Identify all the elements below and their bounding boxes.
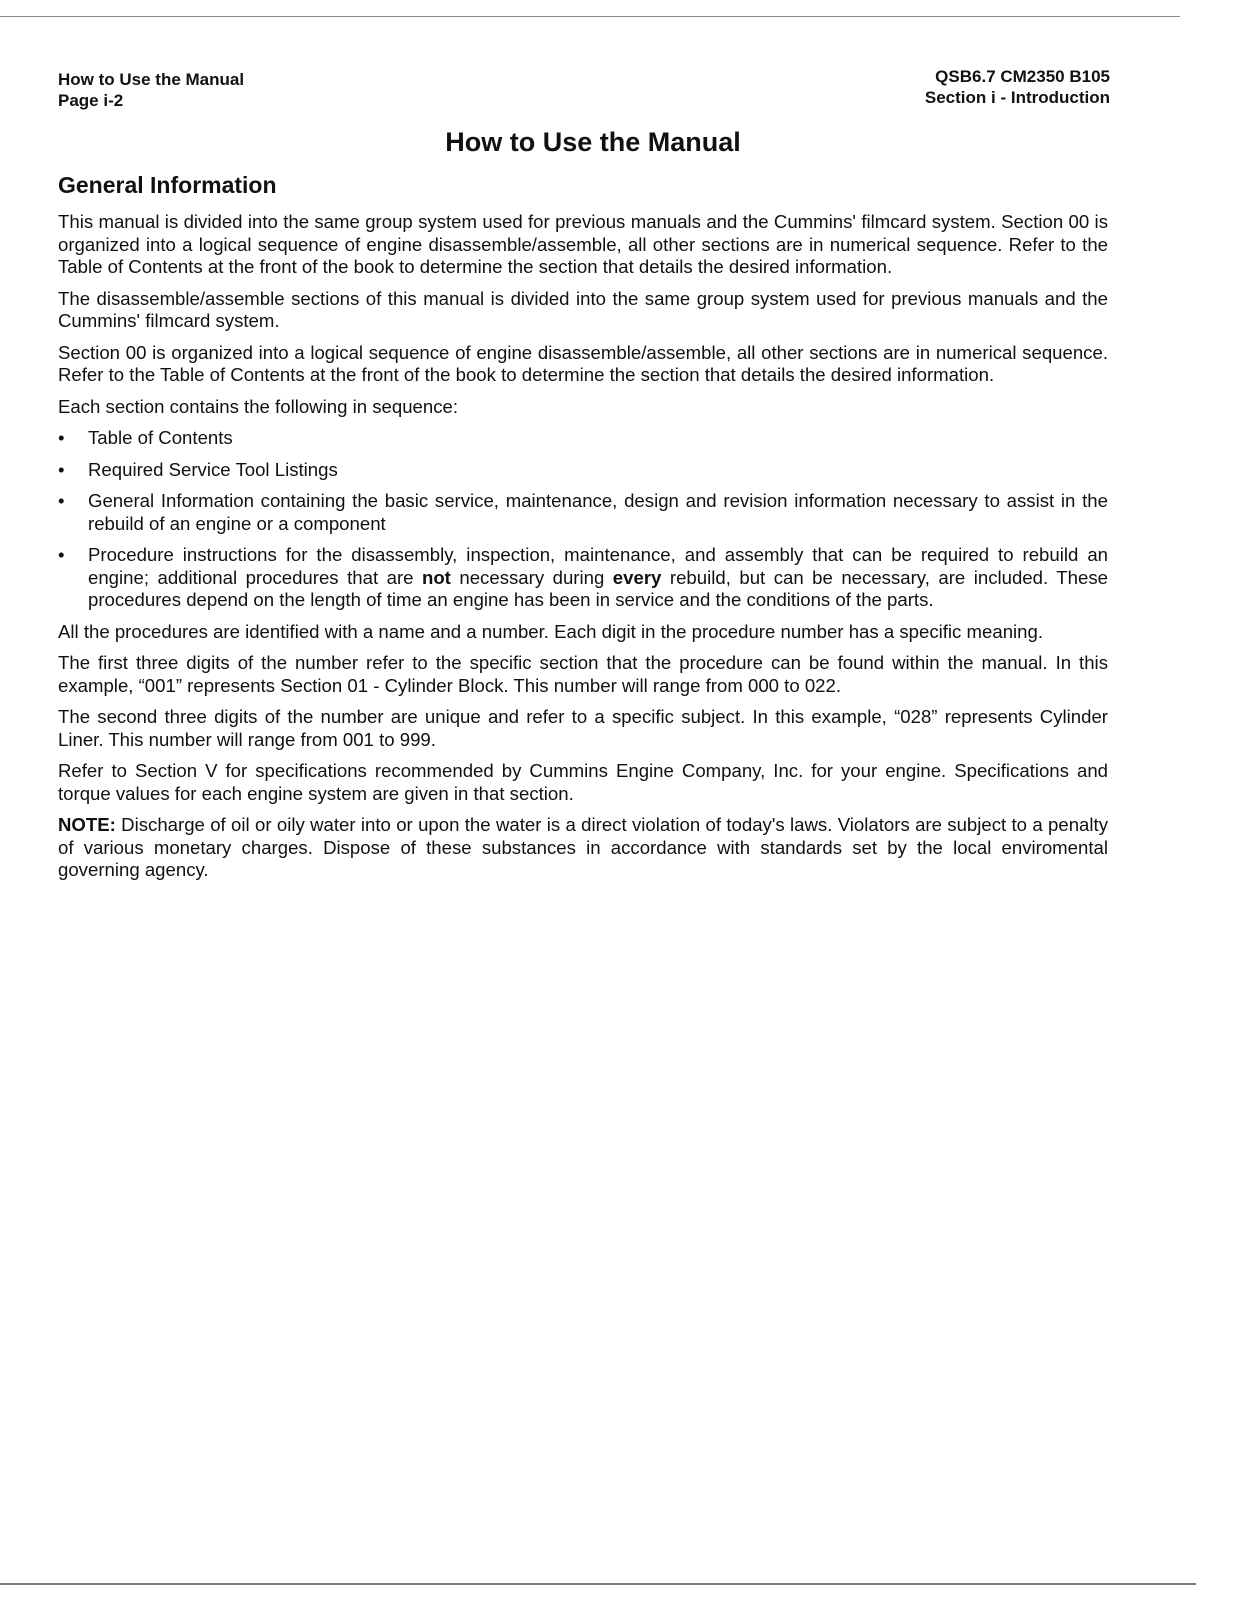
header-engine-model: QSB6.7 CM2350 B105: [935, 67, 1110, 86]
header-manual-title: How to Use the Manual: [58, 70, 245, 89]
bullet-icon: •: [58, 490, 65, 511]
text-run: Each section contains the following in sequence:: [58, 395, 459, 417]
list-item: [58, 490, 1108, 535]
list-item: [58, 544, 1108, 612]
bullet-icon: •: [58, 544, 65, 565]
text-run: The disassemble/assemble sections of this manual is divided into the same group system used for previous manuals and the Cummins' filmcard system.: [58, 287, 1108, 331]
body-paragraph: [58, 814, 1108, 882]
body-paragraph: [58, 760, 1108, 805]
body-paragraph: [58, 342, 1108, 387]
list-item: [58, 427, 1108, 450]
text-run: All the procedures are identified with a name and a number. Each digit in the procedure number has a specific meaning.: [58, 620, 1044, 642]
running-header-right: [925, 66, 1110, 108]
text-run: Section 00 is organized into a logical sequence of engine disassemble/assemble, all other sections are in numerical sequence. Refer to the Table of Contents at the front of the book to determine the section that details the desired information.: [58, 341, 1108, 385]
body-content: [58, 211, 1108, 891]
text-run: The second three digits of the number are unique and refer to a specific subject. In this example, “028” represents Cylinder Liner. This number will range from 001 to 999.: [58, 706, 1108, 750]
section-heading: General Information: [58, 172, 277, 198]
bullet-list: [58, 427, 1108, 612]
text-run: Refer to Section V for specifications recommended by Cummins Engine Company, Inc. for your engine. Specifications and torque values for each engine system are given in that section.: [58, 760, 1108, 804]
text-run: Discharge of oil or oily water into or upon the water is a direct violation of today's laws. Violators are subject to a penalty of various monetary charges. Dispose of these substances in accordance with standards set by the local enviromental governing agency.: [58, 814, 1108, 880]
body-paragraph: [58, 652, 1108, 697]
header-page-number: Page i-2: [58, 91, 124, 110]
body-paragraph: [58, 211, 1108, 279]
text-run: Table of Contents: [88, 427, 233, 448]
body-paragraph: [58, 706, 1108, 751]
emphasis-text: not: [421, 566, 451, 588]
scan-edge-line-top: [0, 16, 1180, 17]
text-run: General Information containing the basic service, maintenance, design and revision information necessary to assist in the rebuild of an engine or a component: [88, 490, 1108, 534]
text-run: The first three digits of the number refer to the specific section that the procedure can be found within the manual. In this example, “001” represents Section 01 - Cylinder Block. This number will range from 000 to 022.: [58, 652, 1108, 696]
bullet-icon: •: [58, 427, 65, 448]
text-run: necessary during: [450, 566, 613, 588]
page-title: How to Use the Manual: [445, 127, 741, 157]
emphasis-text: NOTE:: [58, 814, 116, 835]
header-section-name: Section i - Introduction: [924, 88, 1110, 107]
emphasis-text: every: [612, 566, 662, 588]
bullet-icon: •: [58, 458, 65, 480]
text-run: rebuild, but can be necessary, are included. These procedures depend on the length of time an engine has been in service and the conditions of the parts.: [88, 566, 1108, 610]
list-item: [58, 459, 1108, 482]
running-header-left: [58, 69, 244, 111]
text-run: Procedure instructions for the disassembly, inspection, maintenance, and assembly that can be required to rebuild an engine; additional procedures that are: [88, 544, 1108, 588]
text-run: Required Service Tool Listings: [88, 458, 338, 480]
scan-edge-line-bottom: [0, 1583, 1196, 1585]
body-paragraph: [58, 396, 1108, 419]
text-run: This manual is divided into the same group system used for previous manuals and the Cummins' filmcard system. Section 00 is organized into a logical sequence of engine disassemble/assemble, all other sections are in numerical sequence. Refer to the Table of Contents at the front of the book to determine the section that details the desired information.: [58, 211, 1108, 277]
body-paragraph: [58, 621, 1108, 644]
body-paragraph: [58, 288, 1108, 333]
